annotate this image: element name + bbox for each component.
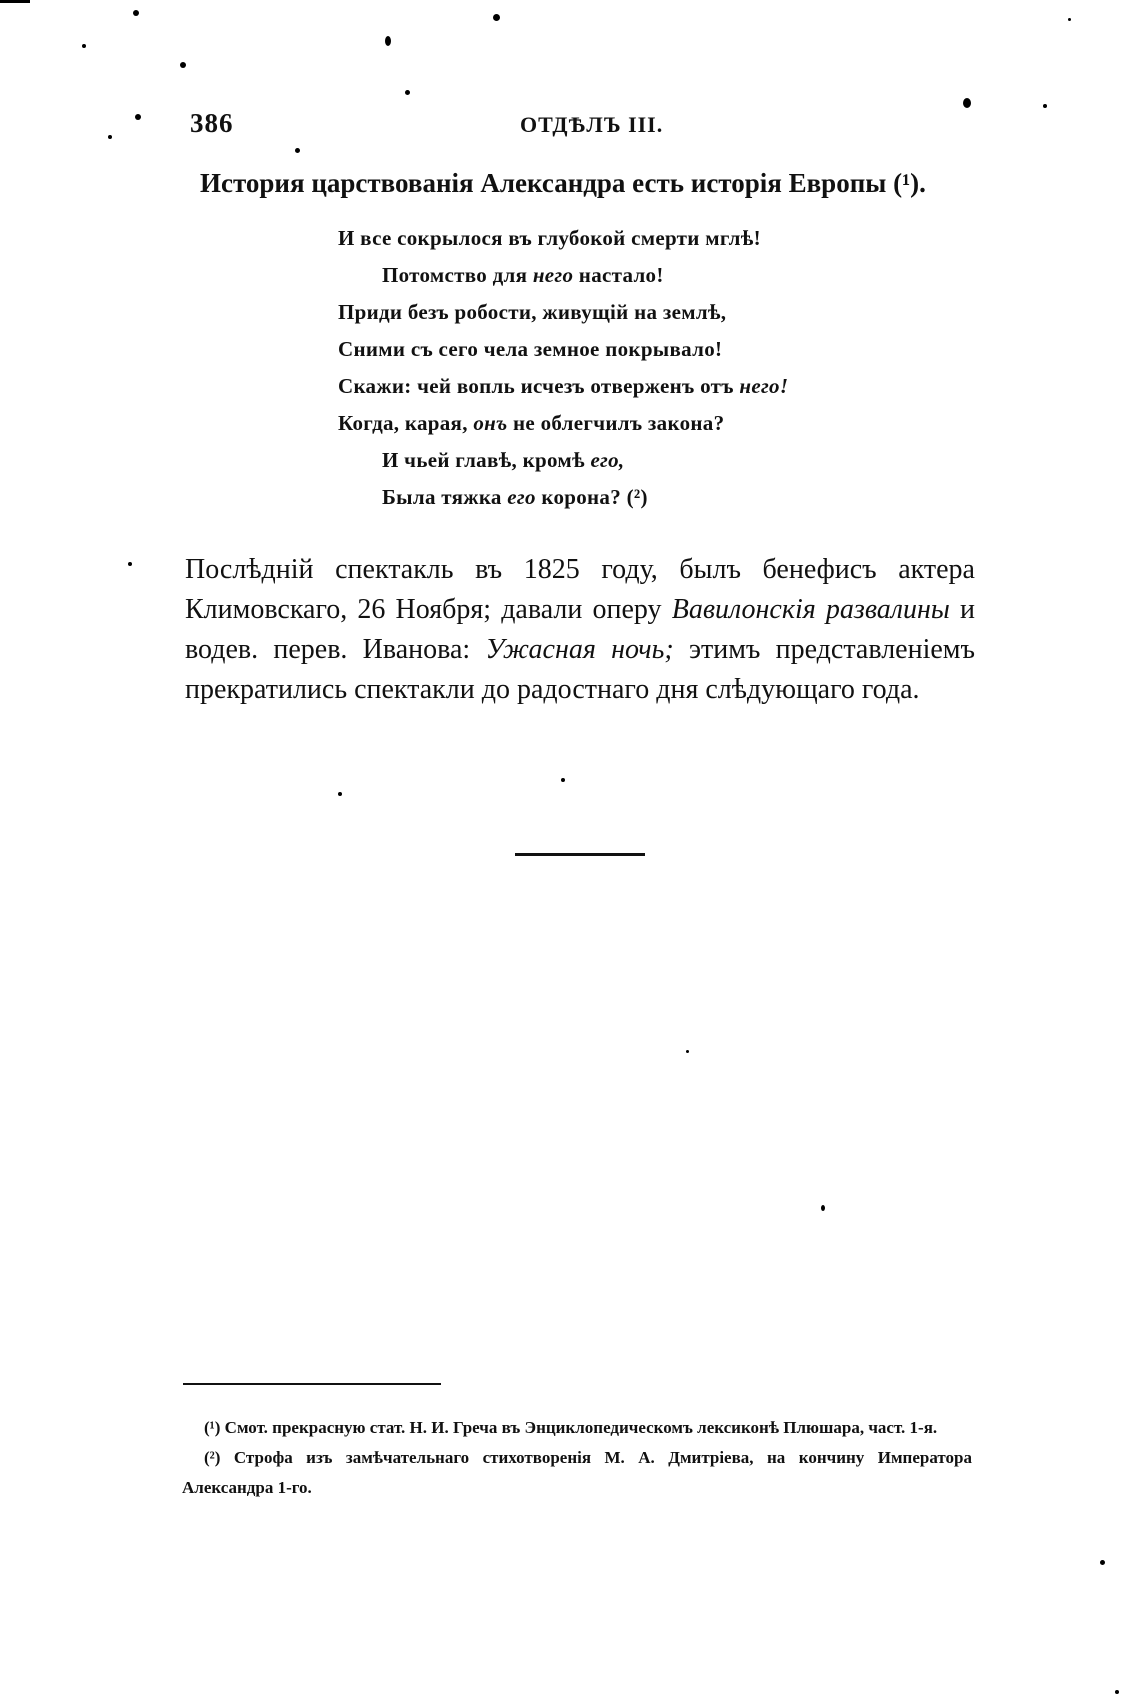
scan-speck <box>0 0 30 3</box>
footnotes <box>182 1413 972 1503</box>
scan-speck <box>385 36 391 46</box>
scan-speck <box>133 10 139 16</box>
scan-speck <box>338 792 342 796</box>
scan-speck <box>1115 1690 1119 1694</box>
scan-speck <box>1100 1560 1105 1565</box>
poem-line: Сними съ сего чела земное покрывало! <box>338 337 723 361</box>
scan-speck <box>561 778 565 782</box>
vaudeville-title: Ужасная ночь; <box>485 634 674 665</box>
scan-speck <box>405 90 410 95</box>
page-number: 386 <box>190 108 234 138</box>
scan-speck <box>493 14 500 21</box>
poem-line: Когда, карая, онъ не облегчилъ закона? <box>338 411 725 435</box>
scan-speck <box>82 44 86 48</box>
section-divider <box>515 853 645 856</box>
scan-speck <box>108 135 112 139</box>
scan-speck <box>295 148 300 153</box>
scan-speck <box>821 1205 825 1211</box>
poem-line: И все сокрылося въ глубокой смерти мглѣ! <box>338 226 761 250</box>
footnote-divider <box>183 1383 441 1385</box>
page-header <box>190 108 950 148</box>
running-title: ОТДѢЛЪ III. <box>520 112 664 137</box>
scan-speck <box>128 562 132 566</box>
scan-speck <box>180 62 186 68</box>
poem-line: Потомство для него настало! <box>382 263 664 287</box>
scan-speck <box>1043 104 1047 108</box>
opera-title: Вавилонскія развалины <box>671 594 950 625</box>
poem-line: Скажи: чей вопль исчезъ отверженъ отъ него! <box>338 374 789 398</box>
lead-sentence: История царствованія Александра есть исторія Европы (¹). <box>200 168 926 198</box>
scan-speck <box>1068 18 1071 21</box>
scan-speck <box>963 98 971 108</box>
scan-speck <box>686 1050 689 1053</box>
poem-line: И чьей главѣ, кромѣ его, <box>382 448 625 472</box>
body-paragraph: Послѣдній спектакль въ 1825 году, былъ бенефисъ актера Климовскаго, 26 Ноября; давали оперу Вавилонскія развалины и водев. перев. Иванова: Ужасная ночь; этимъ представленіемъ прекратились спектакли до радостнаго дня слѣдующаго года. <box>185 554 976 705</box>
poem-line: Была тяжка его корона? (²) <box>382 485 648 509</box>
footnote: (²) Строфа изъ замѣчательнаго стихотворенія М. А. Дмитріева, на кончину Императора Александра 1-го. <box>182 1448 972 1497</box>
poem-line: Приди безъ робости, живущій на землѣ, <box>338 300 727 324</box>
scan-speck <box>135 114 141 120</box>
footnote: (¹) Смот. прекрасную стат. Н. И. Греча въ Энциклопедическомъ лексиконѣ Плюшара, част. 1-я. <box>204 1418 938 1437</box>
poem-stanza <box>338 220 788 516</box>
